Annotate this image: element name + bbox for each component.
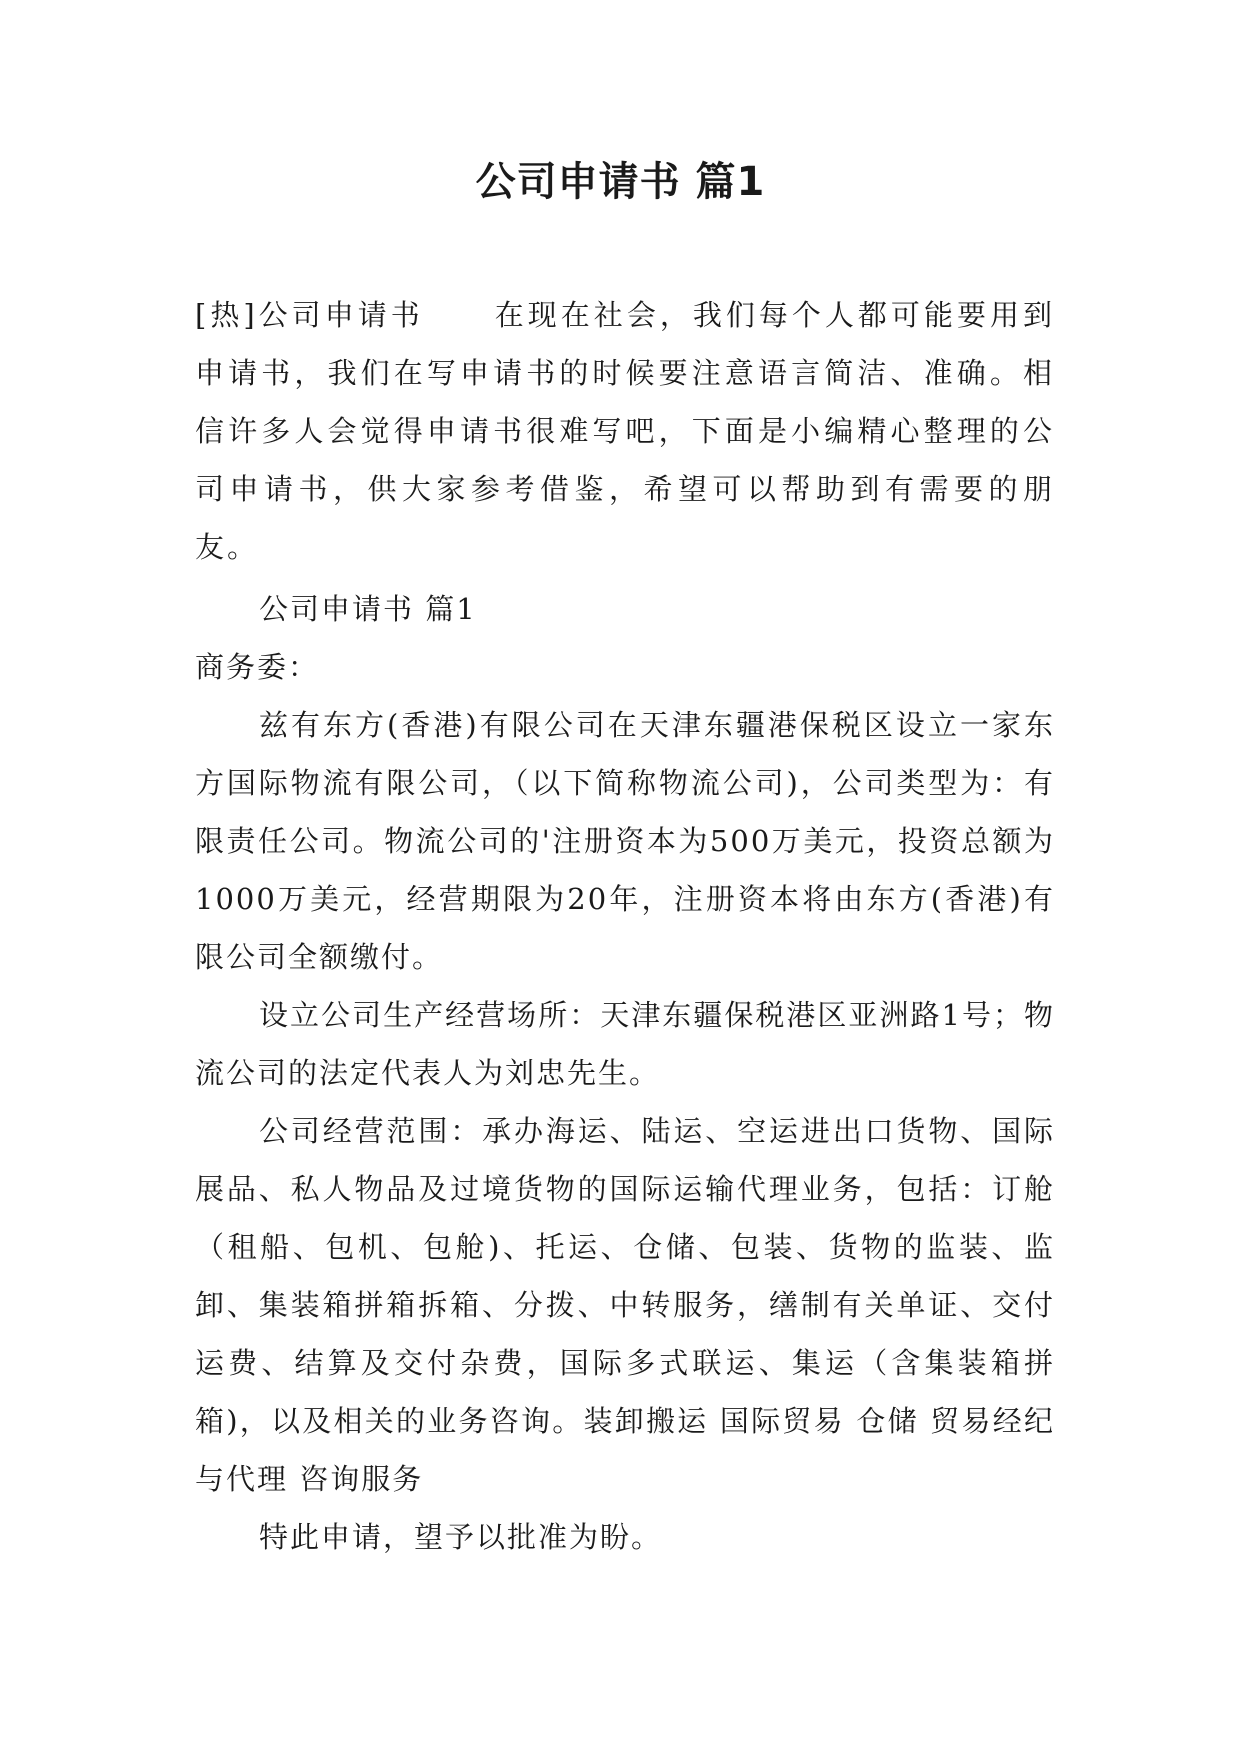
intro-label: [热]公司申请书 bbox=[195, 298, 424, 332]
body-paragraph-1: 兹有东方(香港)有限公司在天津东疆港保税区设立一家东方国际物流有限公司，（以下简称物流公司)，公司类型为：有限责任公司。物流公司的'注册资本为500万美元，投资总额为1000万美元，经营期限为20年，注册资本将由东方(香港)有限公司全额缴付。 bbox=[195, 708, 1055, 974]
body-paragraph-2: 设立公司生产经营场所：天津东疆保税港区亚洲路1号；物流公司的法定代表人为刘忠先生。 bbox=[195, 998, 1055, 1090]
intro-paragraph bbox=[195, 286, 1055, 576]
letter-body bbox=[195, 580, 1055, 1566]
section-heading: 公司申请书 篇1 bbox=[259, 592, 477, 626]
document-title: 公司申请书 篇1 bbox=[475, 159, 766, 205]
salutation: 商务委： bbox=[195, 650, 320, 684]
body-paragraph-3: 公司经营范围：承办海运、陆运、空运进出口货物、国际展品、私人物品及过境货物的国际运输代理业务，包括：订舱（租船、包机、包舱)、托运、仓储、包装、货物的监装、监卸、集装箱拼箱拆箱、分拨、中转服务，缮制有关单证、交付运费、结算及交付杂费，国际多式联运、集运（含集装箱拼箱)，以及相关的业务咨询。装卸搬运 国际贸易 仓储 贸易经纪与代理 咨询服务 bbox=[195, 1114, 1055, 1496]
intro-text: 在现在社会，我们每个人都可能要用到申请书，我们在写申请书的时候要注意语言简洁、准确。相信许多人会觉得申请书很难写吧，下面是小编精心整理的公司申请书，供大家参考借鉴，希望可以帮助到有需要的朋友。 bbox=[195, 298, 1055, 564]
closing-paragraph: 特此申请，望予以批准为盼。 bbox=[259, 1520, 663, 1554]
